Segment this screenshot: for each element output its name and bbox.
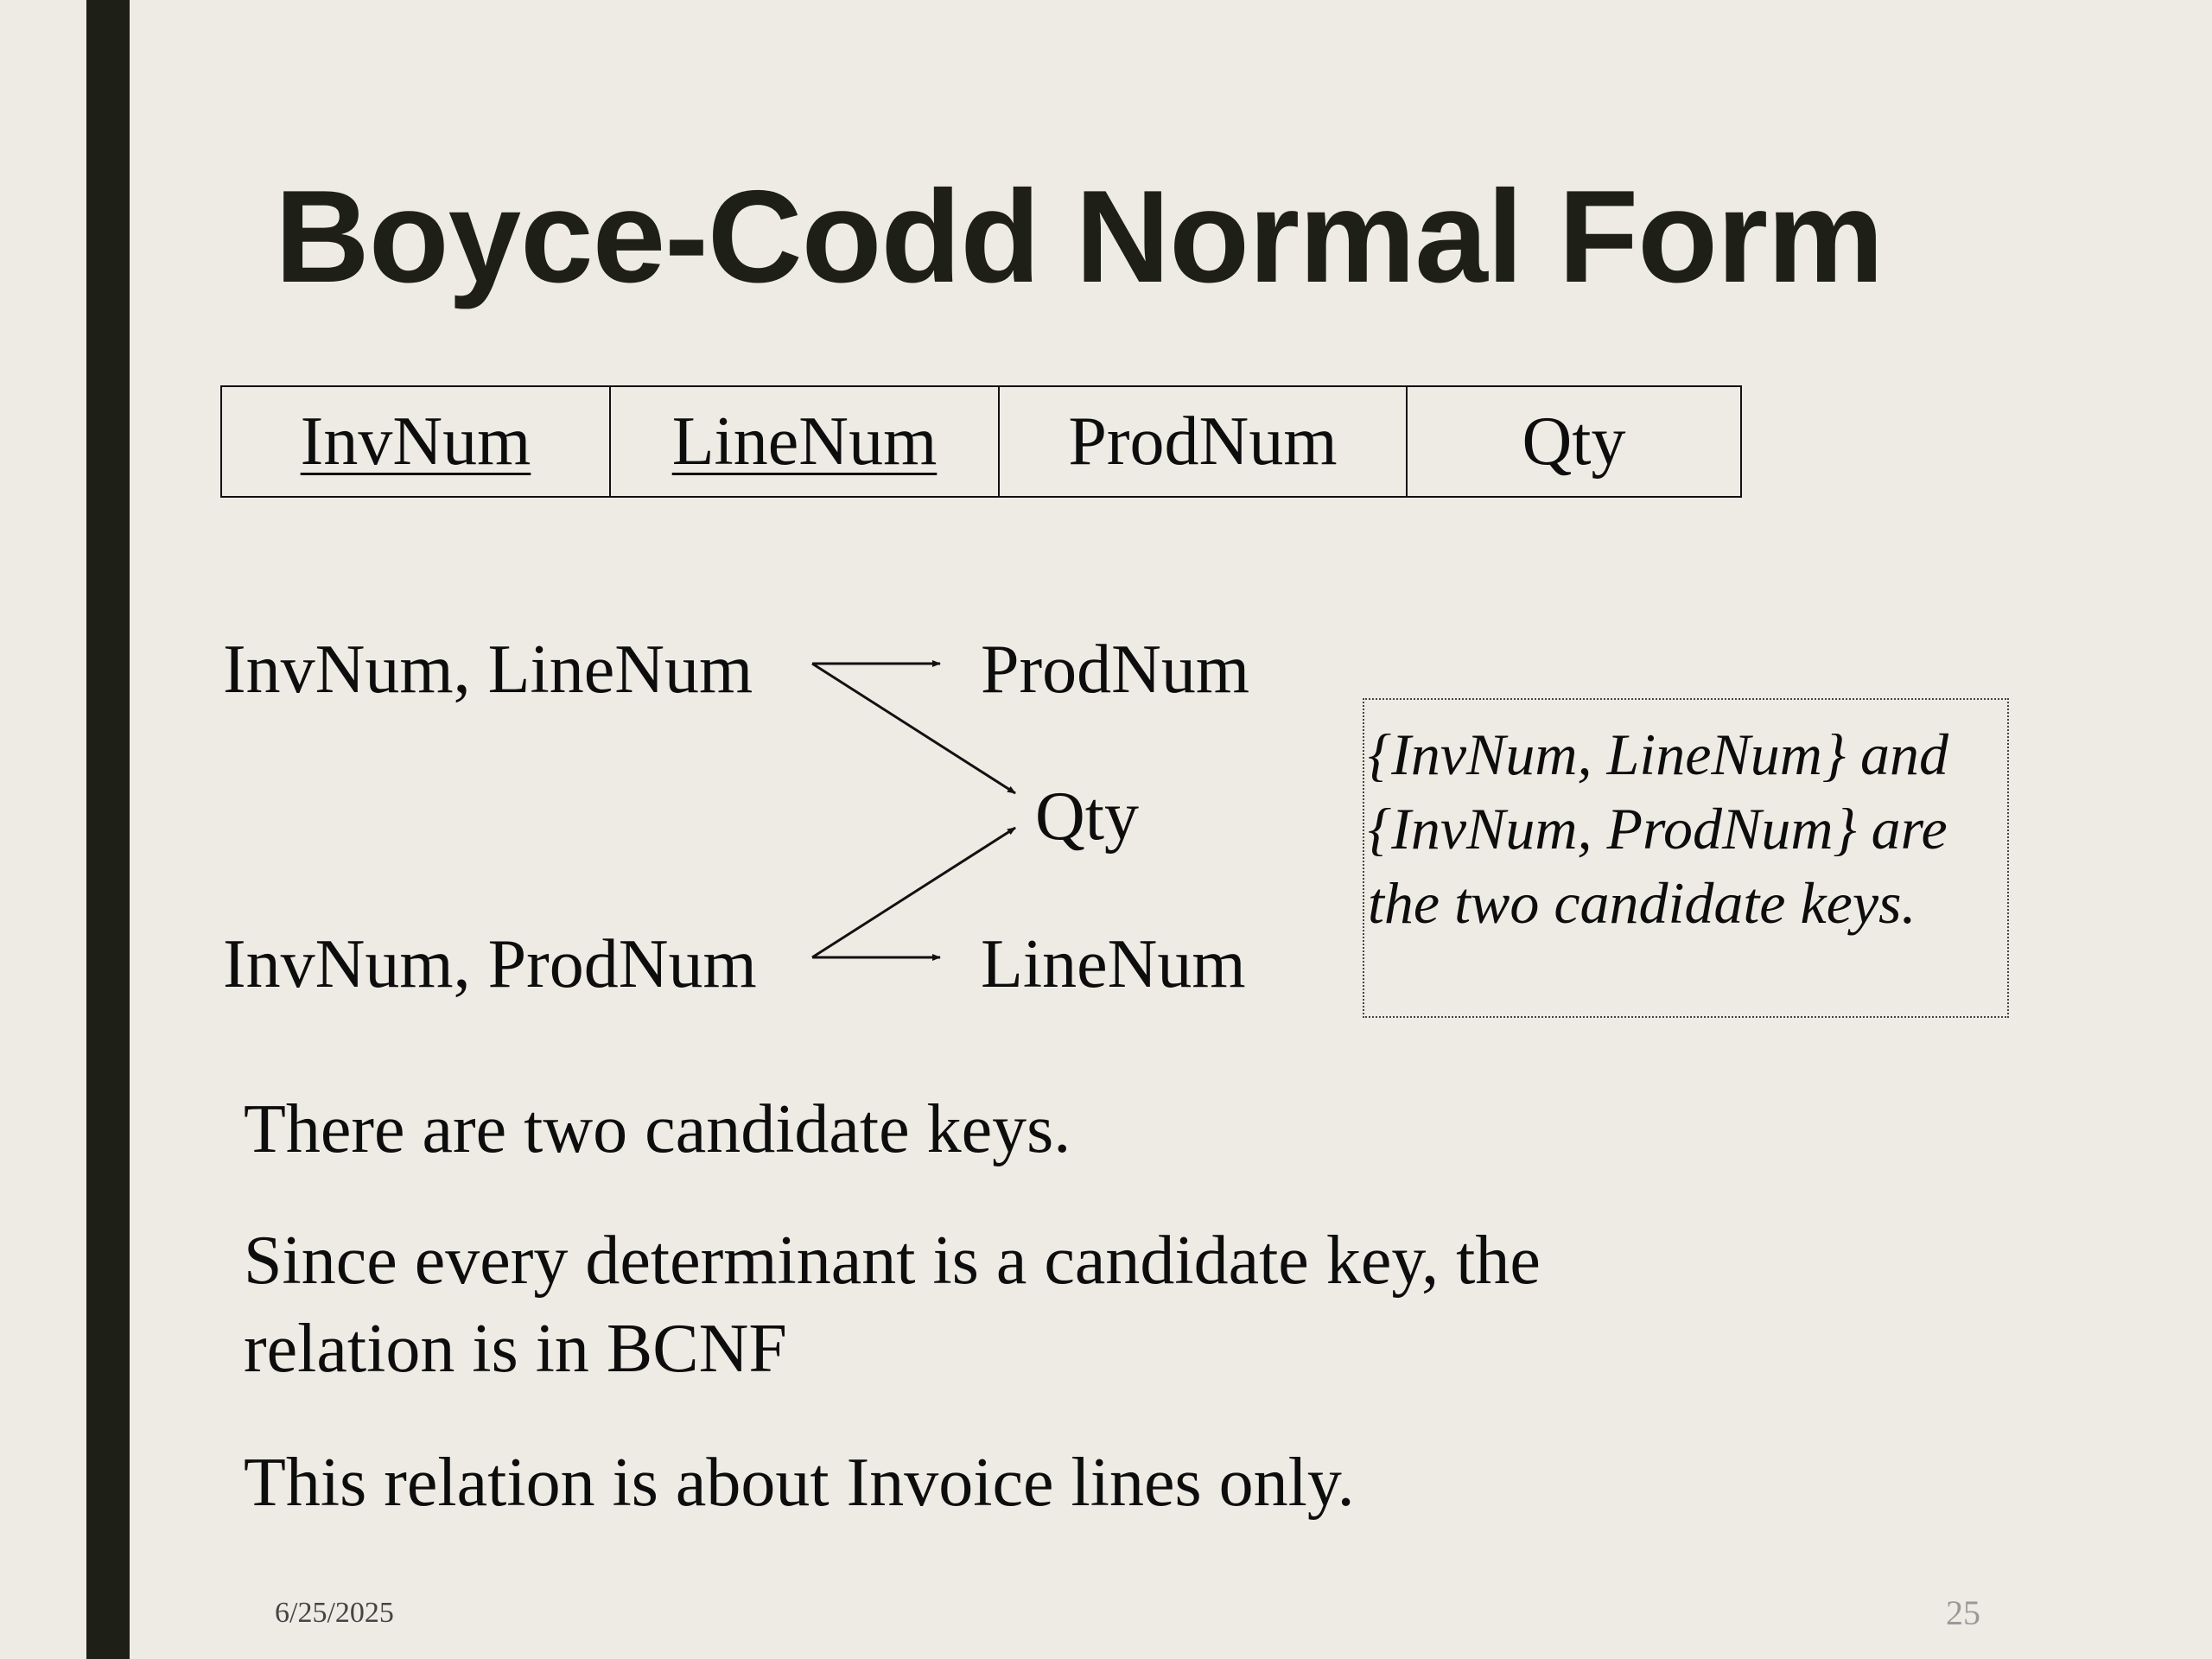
paragraph-candidate-keys: There are two candidate keys. xyxy=(244,1091,1071,1167)
slide-title: Boyce-Codd Normal Form xyxy=(275,163,1884,310)
note-line: {InvNum, ProdNum} are xyxy=(1368,796,1948,861)
note-line: {InvNum, LineNum} and xyxy=(1368,721,1949,787)
paragraph-invoice-lines: This relation is about Invoice lines only. xyxy=(244,1445,1355,1521)
candidate-keys-note xyxy=(1363,698,2009,1018)
column-label: InvNum xyxy=(300,404,531,480)
arrow-det2-to-qty xyxy=(812,828,1015,957)
column-label: ProdNum xyxy=(1068,404,1338,480)
determinant-invnum-prodnum: InvNum, ProdNum xyxy=(223,926,757,1002)
dependent-qty: Qty xyxy=(1035,779,1139,855)
paragraph-line: Since every determinant is a candidate key, the xyxy=(244,1223,1541,1299)
arrow-det1-to-qty xyxy=(812,664,1015,793)
paragraph-bcnf xyxy=(244,1217,1541,1393)
determinant-invnum-linenum: InvNum, LineNum xyxy=(223,632,753,708)
note-line: the two candidate keys. xyxy=(1368,870,1916,936)
footer-date: 6/25/2025 xyxy=(275,1597,394,1629)
paragraph-line: relation is in BCNF xyxy=(244,1311,787,1387)
dependent-linenum: LineNum xyxy=(981,926,1246,1002)
column-label: LineNum xyxy=(671,404,938,480)
column-label: Qty xyxy=(1522,404,1626,480)
slide-number: 25 xyxy=(1946,1593,1980,1632)
dependent-prodnum: ProdNum xyxy=(981,632,1250,708)
